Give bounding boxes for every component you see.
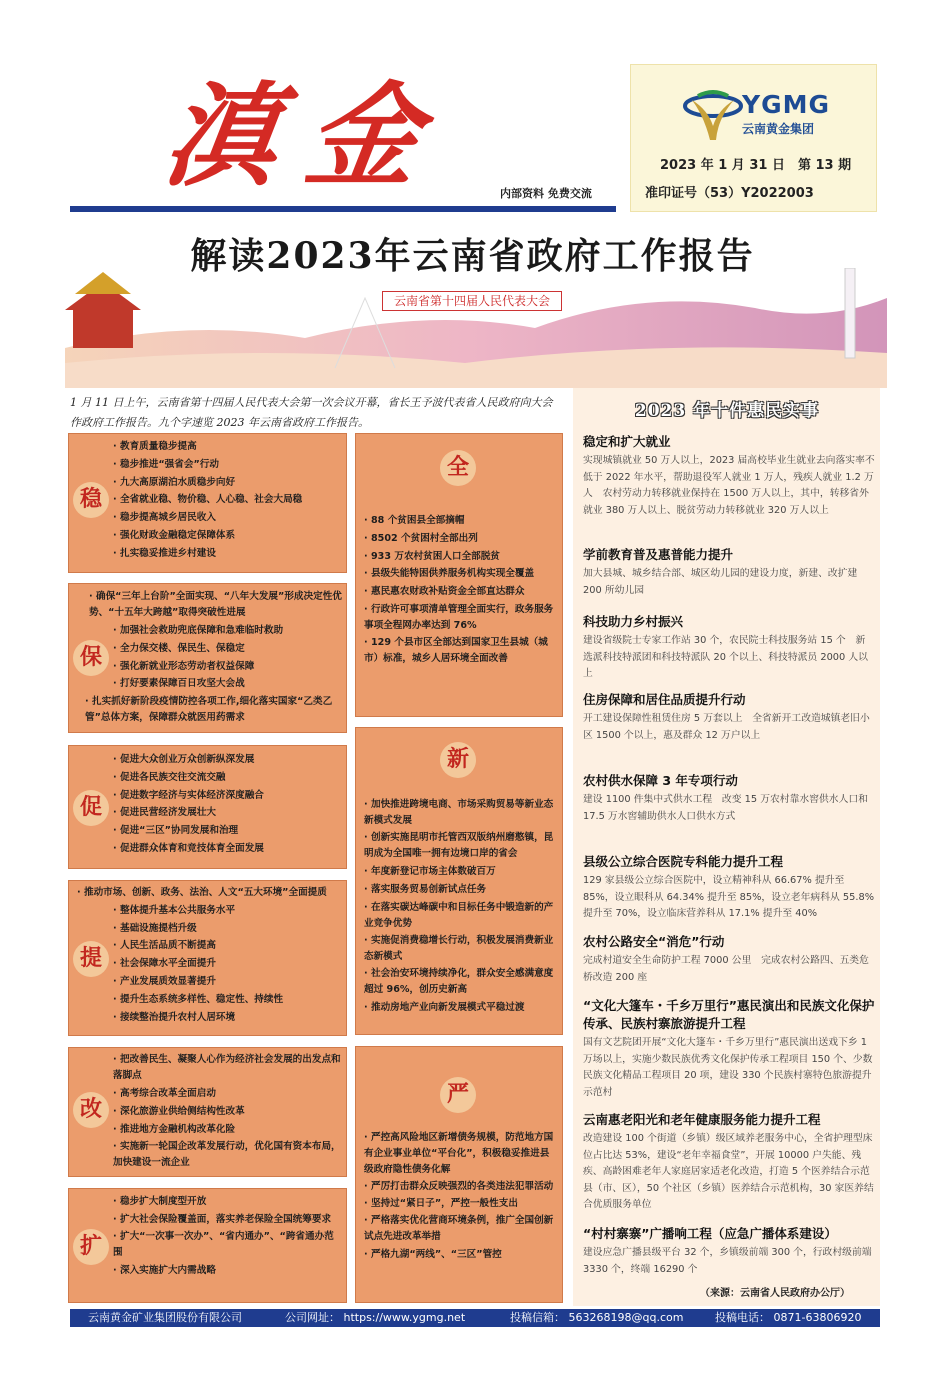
list-item: · 扩大社会保险覆盖面，落实养老保险全国统筹要求 — [113, 1212, 343, 1228]
project-body: 建设省级院士专家工作站 30 个，农民院士科技服务站 15 个 新选派科技特派团和科技特派队 20 个以上、科技特派员 2000 人以上 — [583, 635, 868, 679]
list-item: · 加强社会救助兜底保障和急难临时救助 — [85, 622, 343, 640]
project-heading: 农村供水保障 3 年专项行动 — [583, 773, 738, 788]
list-item: · 在落实碳达峰碳中和目标任务中锻造新的产业竞争优势 — [364, 900, 558, 932]
list-item: · 933 万农村贫困人口全部脱贫 — [364, 548, 558, 566]
tag-expand: 扩 — [73, 1229, 109, 1265]
list-item: · 严格九湖“两线”、“三区”管控 — [364, 1246, 558, 1264]
list-improve — [77, 884, 345, 1026]
list-item: · 创新实施昆明市托管西双版纳州磨憨镇，昆明成为全国唯一拥有边境口岸的省会 — [364, 830, 558, 862]
list-item: · 8502 个贫困村全部出列 — [364, 530, 558, 548]
list-item: · 人民生活品质不断提高 — [77, 937, 345, 955]
box-new — [355, 727, 563, 1035]
banner-illustration — [65, 268, 887, 388]
list-item: · 惠民惠农财政补贴资金全部直达群众 — [364, 583, 558, 601]
box-reform — [68, 1047, 347, 1177]
tag-new: 新 — [440, 742, 476, 778]
box-protect — [68, 583, 347, 733]
list-item: · 全省就业稳、物价稳、人心稳、社会大局稳 — [113, 491, 343, 509]
list-item: · 促进“三区”协同发展和治理 — [113, 822, 343, 840]
internal-note: 内部资料 免费交流 — [500, 187, 592, 200]
list-item: · 深入实施扩大内需战略 — [113, 1262, 343, 1280]
brand-company: 云南黄金集团 — [742, 122, 815, 136]
list-item: · 接续整治提升农村人居环境 — [77, 1009, 345, 1027]
project-body: 加大县城、城乡结合部、城区幼儿园的建设力度，新建、改扩建 200 所幼儿园 — [583, 568, 858, 596]
project-9 — [583, 1110, 875, 1214]
project-4 — [583, 690, 875, 744]
project-6 — [583, 852, 875, 923]
list-item: · 把改善民生、凝聚人心作为经济社会发展的出发点和落脚点 — [113, 1052, 343, 1084]
project-body: 建设 1100 件集中式供水工程 改变 15 万农村靠水窖供水人口和 17.5 万水窖辅助供水人口供水方式 — [583, 794, 868, 822]
project-8 — [583, 996, 875, 1101]
list-item: · 教育质量稳步提高 — [113, 438, 343, 456]
project-heading: “文化大篷车・千乡万里行”惠民演出和民族文化保护传承、民族村寨旅游提升工程 — [583, 998, 875, 1031]
tag-complete: 全 — [440, 450, 476, 486]
project-body: 建设应急广播县级平台 32 个，乡镇级前端 300 个，行政村级前端 3330 个，终端 16290 个 — [583, 1247, 872, 1275]
list-item: · 扎实抓好新阶段疫情防控各项工作,细化落实国家“乙类乙管”总体方案，保障群众就医用药需求 — [85, 694, 343, 726]
list-item: · 稳步推进“强省会”行动 — [113, 456, 343, 474]
project-heading: 县级公立综合医院专科能力提升工程 — [583, 854, 784, 869]
permit-number: 准印证号（53）Y2022003 — [645, 186, 814, 201]
project-body: 改造建设 100 个街道（乡镇）级区域养老服务中心，全省护理型床位占比达 53%，建设“老年幸福食堂”，开展 10000 户失能、残疾、高龄困难老年人家庭居家适老化改造，打造 5 个医养结合示范县（市、区），50 个社区（乡镇）医养结合示范机构，30 家医养结合优质服务单位 — [583, 1133, 874, 1210]
list-item: · 实施促消费稳增长行动，积极发展消费新业态新模式 — [364, 933, 558, 965]
project-body: 完成村道安全生命防护工程 7000 公里 完成农村公路四、五类危桥改造 200 座 — [583, 955, 869, 983]
masthead-title: 滇金 — [155, 71, 459, 202]
brand-name: YGMG — [742, 90, 831, 119]
list-item: · 88 个贫困县全部摘帽 — [364, 512, 558, 530]
tag-promote: 促 — [73, 790, 109, 826]
list-item: · 加快推进跨境电商、市场采购贸易等新业态新模式发展 — [364, 797, 558, 829]
list-complete — [364, 512, 558, 668]
box-strict — [355, 1046, 563, 1303]
list-protect — [85, 588, 343, 727]
congress-label: 云南省第十四届人民代表大会 — [382, 291, 562, 311]
box-complete — [355, 433, 563, 717]
list-item: · 严厉打击群众反映强烈的各类违法犯罪活动 — [364, 1179, 558, 1195]
project-body: 129 家县级公立综合医院中，设立精神科从 66.67% 提升至 85%，设立眼科从 64.34% 提升至 85%，设立老年病科从 55.8% 提升至 70%，设立临床营养科从 17.1% 提升至 40% — [583, 875, 875, 919]
box-expand — [68, 1188, 347, 1303]
tag-protect: 保 — [73, 640, 109, 676]
list-item: · 扎实稳妥推进乡村建设 — [113, 545, 343, 563]
project-1 — [583, 432, 875, 519]
list-item: · 行政许可事项清单管理全面实行，政务服务事项全程网办率达到 76% — [364, 602, 558, 634]
issue-date: 2023 年 1 月 31 日 第 13 期 — [660, 158, 852, 173]
box-promote — [68, 745, 347, 869]
project-body: 实现城镇就业 50 万人以上，2023 届高校毕业生就业去向落实率不低于 2022 年水平，帮助退役军人就业 1 万人，残疾人就业 1.2 万人 农村劳动力转移就业保持在 1500 万人以上，其中，转移省外就业 380 万人以上、脱贫劳动力转移就业 320 万人以上 — [583, 455, 875, 516]
list-item: · 年度新登记市场主体数破百万 — [364, 863, 558, 881]
project-heading: 住房保障和居住品质提升行动 — [583, 692, 746, 707]
ygmg-logo-icon — [682, 86, 744, 144]
list-item: · 县级失能特困供养服务机构实现全覆盖 — [364, 566, 558, 582]
list-expand — [113, 1193, 343, 1280]
list-item: · 促进民营经济发展壮大 — [113, 804, 343, 822]
footer-phone: 投稿电话： 0871-63806920 — [715, 1311, 862, 1324]
project-7 — [583, 932, 875, 986]
list-item: · 促进各民族交往交流交融 — [113, 769, 343, 787]
list-item: · 产业发展质效显著提升 — [77, 973, 345, 991]
list-item: · 推动市场、创新、政务、法治、人文“五大环境”全面提质 — [77, 884, 345, 902]
project-10 — [583, 1224, 875, 1278]
project-3 — [583, 612, 875, 683]
project-5 — [583, 771, 875, 825]
list-item: · 严控高风险地区新增债务规模，防范地方国有企业事业单位“平台化”，积极稳妥推进县级政府隐性债务化解 — [364, 1130, 558, 1178]
ten-projects-title: 2023 年十件惠民实事 — [634, 401, 820, 421]
list-item: · 社会治安环境持续净化，群众安全感满意度超过 96%，创历史新高 — [364, 966, 558, 998]
list-item: · 强化新就业形态劳动者权益保障 — [85, 658, 343, 676]
footer-email[interactable]: 投稿信箱： 563268198@qq.com — [510, 1311, 684, 1324]
list-item: · 社会保障水平全面提升 — [77, 955, 345, 973]
list-item: · 促进群众体育和竞技体育全面发展 — [113, 840, 343, 858]
list-item: · 促进数字经济与实体经济深度融合 — [113, 787, 343, 805]
list-item: · 129 个县市区全部达到国家卫生县城（城市）标准，城乡人居环境全面改善 — [364, 635, 558, 667]
list-item: · 推进地方金融机构改革化险 — [113, 1121, 343, 1139]
masthead-rule — [70, 206, 616, 212]
list-item: · 全力保交楼、保民生、保稳定 — [85, 640, 343, 658]
tag-stable: 稳 — [73, 482, 109, 518]
list-item: · 深化旅游业供给侧结构性改革 — [113, 1103, 343, 1121]
list-item: · 稳步扩大制度型开放 — [113, 1193, 343, 1211]
project-heading: 科技助力乡村振兴 — [583, 614, 684, 629]
list-item: · 高考综合改革全面启动 — [113, 1085, 343, 1103]
list-item: · 打好要素保障百日攻坚大会战 — [85, 675, 343, 693]
list-item: · 提升生态系统多样性、稳定性、持续性 — [77, 991, 345, 1009]
list-item: · 确保“三年上台阶”全面实现、“八年大发展”形成决定性优势、“十五年大跨越”取得突破性进展 — [85, 589, 343, 621]
project-heading: “村村寨寨”广播响工程（应急广播体系建设） — [583, 1226, 837, 1241]
project-heading: 云南惠老阳光和老年健康服务能力提升工程 — [583, 1112, 821, 1127]
project-heading: 学前教育普及惠普能力提升 — [583, 547, 734, 562]
intro-paragraph: 1 月 11 日上午，云南省第十四届人民代表大会第一次会议开幕，省长王予波代表省人民政府向大会作政府工作报告。九个字速览 2023 年云南省政府工作报告。 — [70, 396, 553, 429]
project-body: 开工建设保障性租赁住房 5 万套以上 全省新开工改造城镇老旧小区 1500 个以上，惠及群众 12 万户以上 — [583, 713, 870, 741]
list-item: · 落实服务贸易创新试点任务 — [364, 881, 558, 899]
list-new — [364, 796, 558, 1016]
project-body: 国有文艺院团开展“文化大篷车・千乡万里行”惠民演出送戏下乡 1 万场以上，实施少数民族优秀文化保护传承工程项目 150 个、少数民族文化精品工程项目 20 项，建设 330 个民族村寨特色旅游提升示范村 — [583, 1037, 873, 1098]
list-promote — [113, 751, 343, 858]
list-item: · 推动房地产业向新发展模式平稳过渡 — [364, 999, 558, 1017]
list-item: · 基础设施提档升级 — [77, 920, 345, 938]
headline: 解读2023年云南省政府工作报告 — [190, 235, 755, 277]
list-item: · 促进大众创业万众创新纵深发展 — [113, 751, 343, 769]
tag-reform: 改 — [73, 1092, 109, 1128]
list-reform — [113, 1051, 343, 1172]
list-item: · 扩大“一次事一次办”、“省内通办”、“跨省通办范围 — [113, 1229, 343, 1261]
box-stable — [68, 433, 347, 573]
project-heading: 稳定和扩大就业 — [583, 434, 671, 449]
list-stable — [113, 438, 343, 563]
list-item: · 强化财政金融稳定保障体系 — [113, 527, 343, 545]
box-improve — [68, 880, 347, 1036]
list-item: · 严格落实优化营商环境条例，推广全国创新试点先进改革举措 — [364, 1213, 558, 1245]
list-item: · 实施新一轮国企改革发展行动，优化国有资本布局，加快建设一流企业 — [113, 1139, 343, 1171]
list-strict — [364, 1129, 558, 1264]
footer-bar — [70, 1309, 880, 1327]
footer-website[interactable]: 公司网址： https://www.ygmg.net — [285, 1311, 466, 1324]
project-heading: 农村公路安全“消危”行动 — [583, 934, 725, 949]
list-item: · 稳步提高城乡居民收入 — [113, 509, 343, 527]
list-item: · 坚持过“紧日子”，严控一般性支出 — [364, 1196, 558, 1212]
tag-improve: 提 — [73, 941, 109, 977]
source-note: （来源：云南省人民政府办公厅） — [700, 1288, 850, 1299]
tag-strict: 严 — [440, 1077, 476, 1113]
footer-company: 云南黄金矿业集团股份有限公司 — [88, 1311, 242, 1324]
list-item: · 九大高原湖泊水质稳步向好 — [113, 474, 343, 492]
list-item: · 整体提升基本公共服务水平 — [77, 902, 345, 920]
project-2 — [583, 545, 875, 599]
